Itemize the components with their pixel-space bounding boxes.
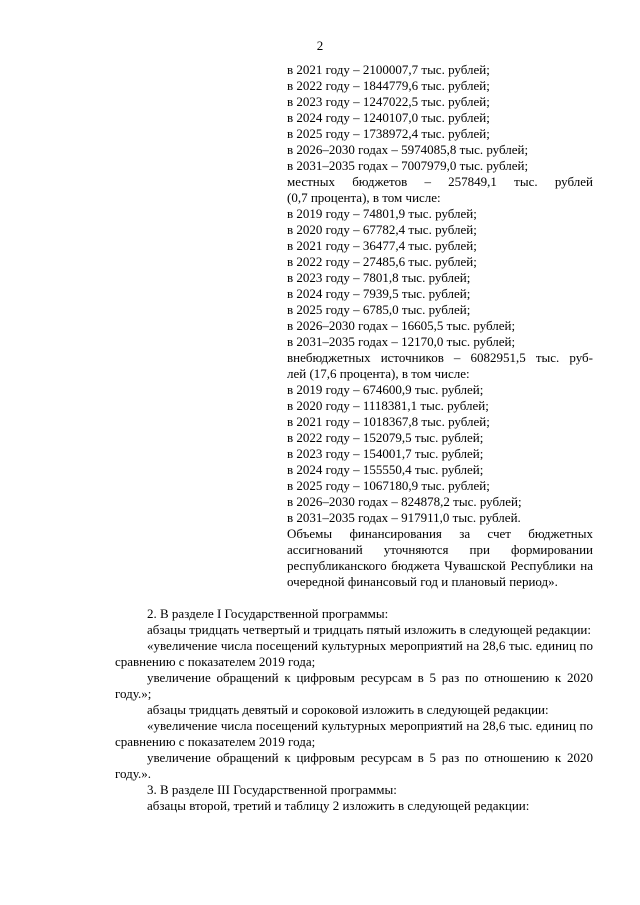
document-body	[115, 606, 593, 814]
column-line: в 2019 году – 74801,9 тыс. рублей;	[287, 206, 477, 221]
column-line: в 2022 году – 27485,6 тыс. рублей;	[287, 254, 477, 269]
item-2-heading: 2. В разделе I Государственной программы:	[147, 606, 389, 621]
column-line: в 2023 году – 154001,7 тыс. рублей;	[287, 446, 484, 461]
column-line: в 2031–2035 годах – 7007979,0 тыс. рублей;	[287, 158, 529, 173]
column-line: в 2023 году – 1247022,5 тыс. рублей;	[287, 94, 490, 109]
item-3-heading: 3. В разделе III Государственной программы:	[147, 782, 397, 797]
column-line: в 2021 году – 36477,4 тыс. рублей;	[287, 238, 477, 253]
local-budget-tail: (0,7 процента), в том числе:	[287, 190, 441, 205]
column-line: в 2020 году – 1118381,1 тыс. рублей;	[287, 398, 489, 413]
funding-note: Объемы финансирования за счет бюджетных ассигнований уточняются при формировании республиканского бюджета Чувашской Республики на очередной финансовый год и плановый период».	[287, 526, 593, 589]
paragraph: абзацы тридцать девятый и сороковой изложить в следующей редакции:	[147, 702, 549, 717]
offbudget-head: внебюджетных источников – 6082951,5 тыс. руб-	[287, 350, 593, 365]
quoted-paragraph: «увеличение числа посещений культурных мероприятий на 28,6 тыс. единиц по сравнению с показателем 2019 года;	[115, 638, 593, 669]
column-line: в 2026–2030 годах – 824878,2 тыс. рублей;	[287, 494, 522, 509]
column-line: в 2026–2030 годах – 5974085,8 тыс. рублей;	[287, 142, 529, 157]
column-line: в 2031–2035 годах – 917911,0 тыс. рублей.	[287, 510, 521, 525]
column-line: в 2021 году – 2100007,7 тыс. рублей;	[287, 62, 490, 77]
column-line: в 2021 году – 1018367,8 тыс. рублей;	[287, 414, 490, 429]
funding-column	[287, 62, 593, 590]
quoted-paragraph: увеличение обращений к цифровым ресурсам в 5 раз по отношению к 2020 году.»;	[115, 670, 593, 701]
column-line: в 2025 году – 6785,0 тыс. рублей;	[287, 302, 471, 317]
column-line: в 2031–2035 годах – 12170,0 тыс. рублей;	[287, 334, 516, 349]
local-budget-head: местных бюджетов – 257849,1 тыс. рублей	[287, 174, 593, 189]
column-line: в 2025 году – 1067180,9 тыс. рублей;	[287, 478, 490, 493]
column-line: в 2024 году – 155550,4 тыс. рублей;	[287, 462, 484, 477]
column-line: в 2022 году – 1844779,6 тыс. рублей;	[287, 78, 490, 93]
quoted-paragraph: «увеличение числа посещений культурных мероприятий на 28,6 тыс. единиц по сравнению с показателем 2019 года;	[115, 718, 593, 749]
column-line: в 2024 году – 7939,5 тыс. рублей;	[287, 286, 471, 301]
offbudget-tail: лей (17,6 процента), в том числе:	[287, 366, 470, 381]
column-line: в 2022 году – 152079,5 тыс. рублей;	[287, 430, 484, 445]
column-line: в 2026–2030 годах – 16605,5 тыс. рублей;	[287, 318, 516, 333]
paragraph: абзацы второй, третий и таблицу 2 изложить в следующей редакции:	[147, 798, 530, 813]
column-line: в 2019 году – 674600,9 тыс. рублей;	[287, 382, 484, 397]
page-number: 2	[316, 38, 324, 53]
quoted-paragraph: увеличение обращений к цифровым ресурсам в 5 раз по отношению к 2020 году.».	[115, 750, 593, 781]
column-line: в 2023 году – 7801,8 тыс. рублей;	[287, 270, 471, 285]
column-line: в 2024 году – 1240107,0 тыс. рублей;	[287, 110, 490, 125]
column-line: в 2025 году – 1738972,4 тыс. рублей;	[287, 126, 490, 141]
column-line: в 2020 году – 67782,4 тыс. рублей;	[287, 222, 477, 237]
paragraph: абзацы тридцать четвертый и тридцать пятый изложить в следующей редакции:	[147, 622, 591, 637]
